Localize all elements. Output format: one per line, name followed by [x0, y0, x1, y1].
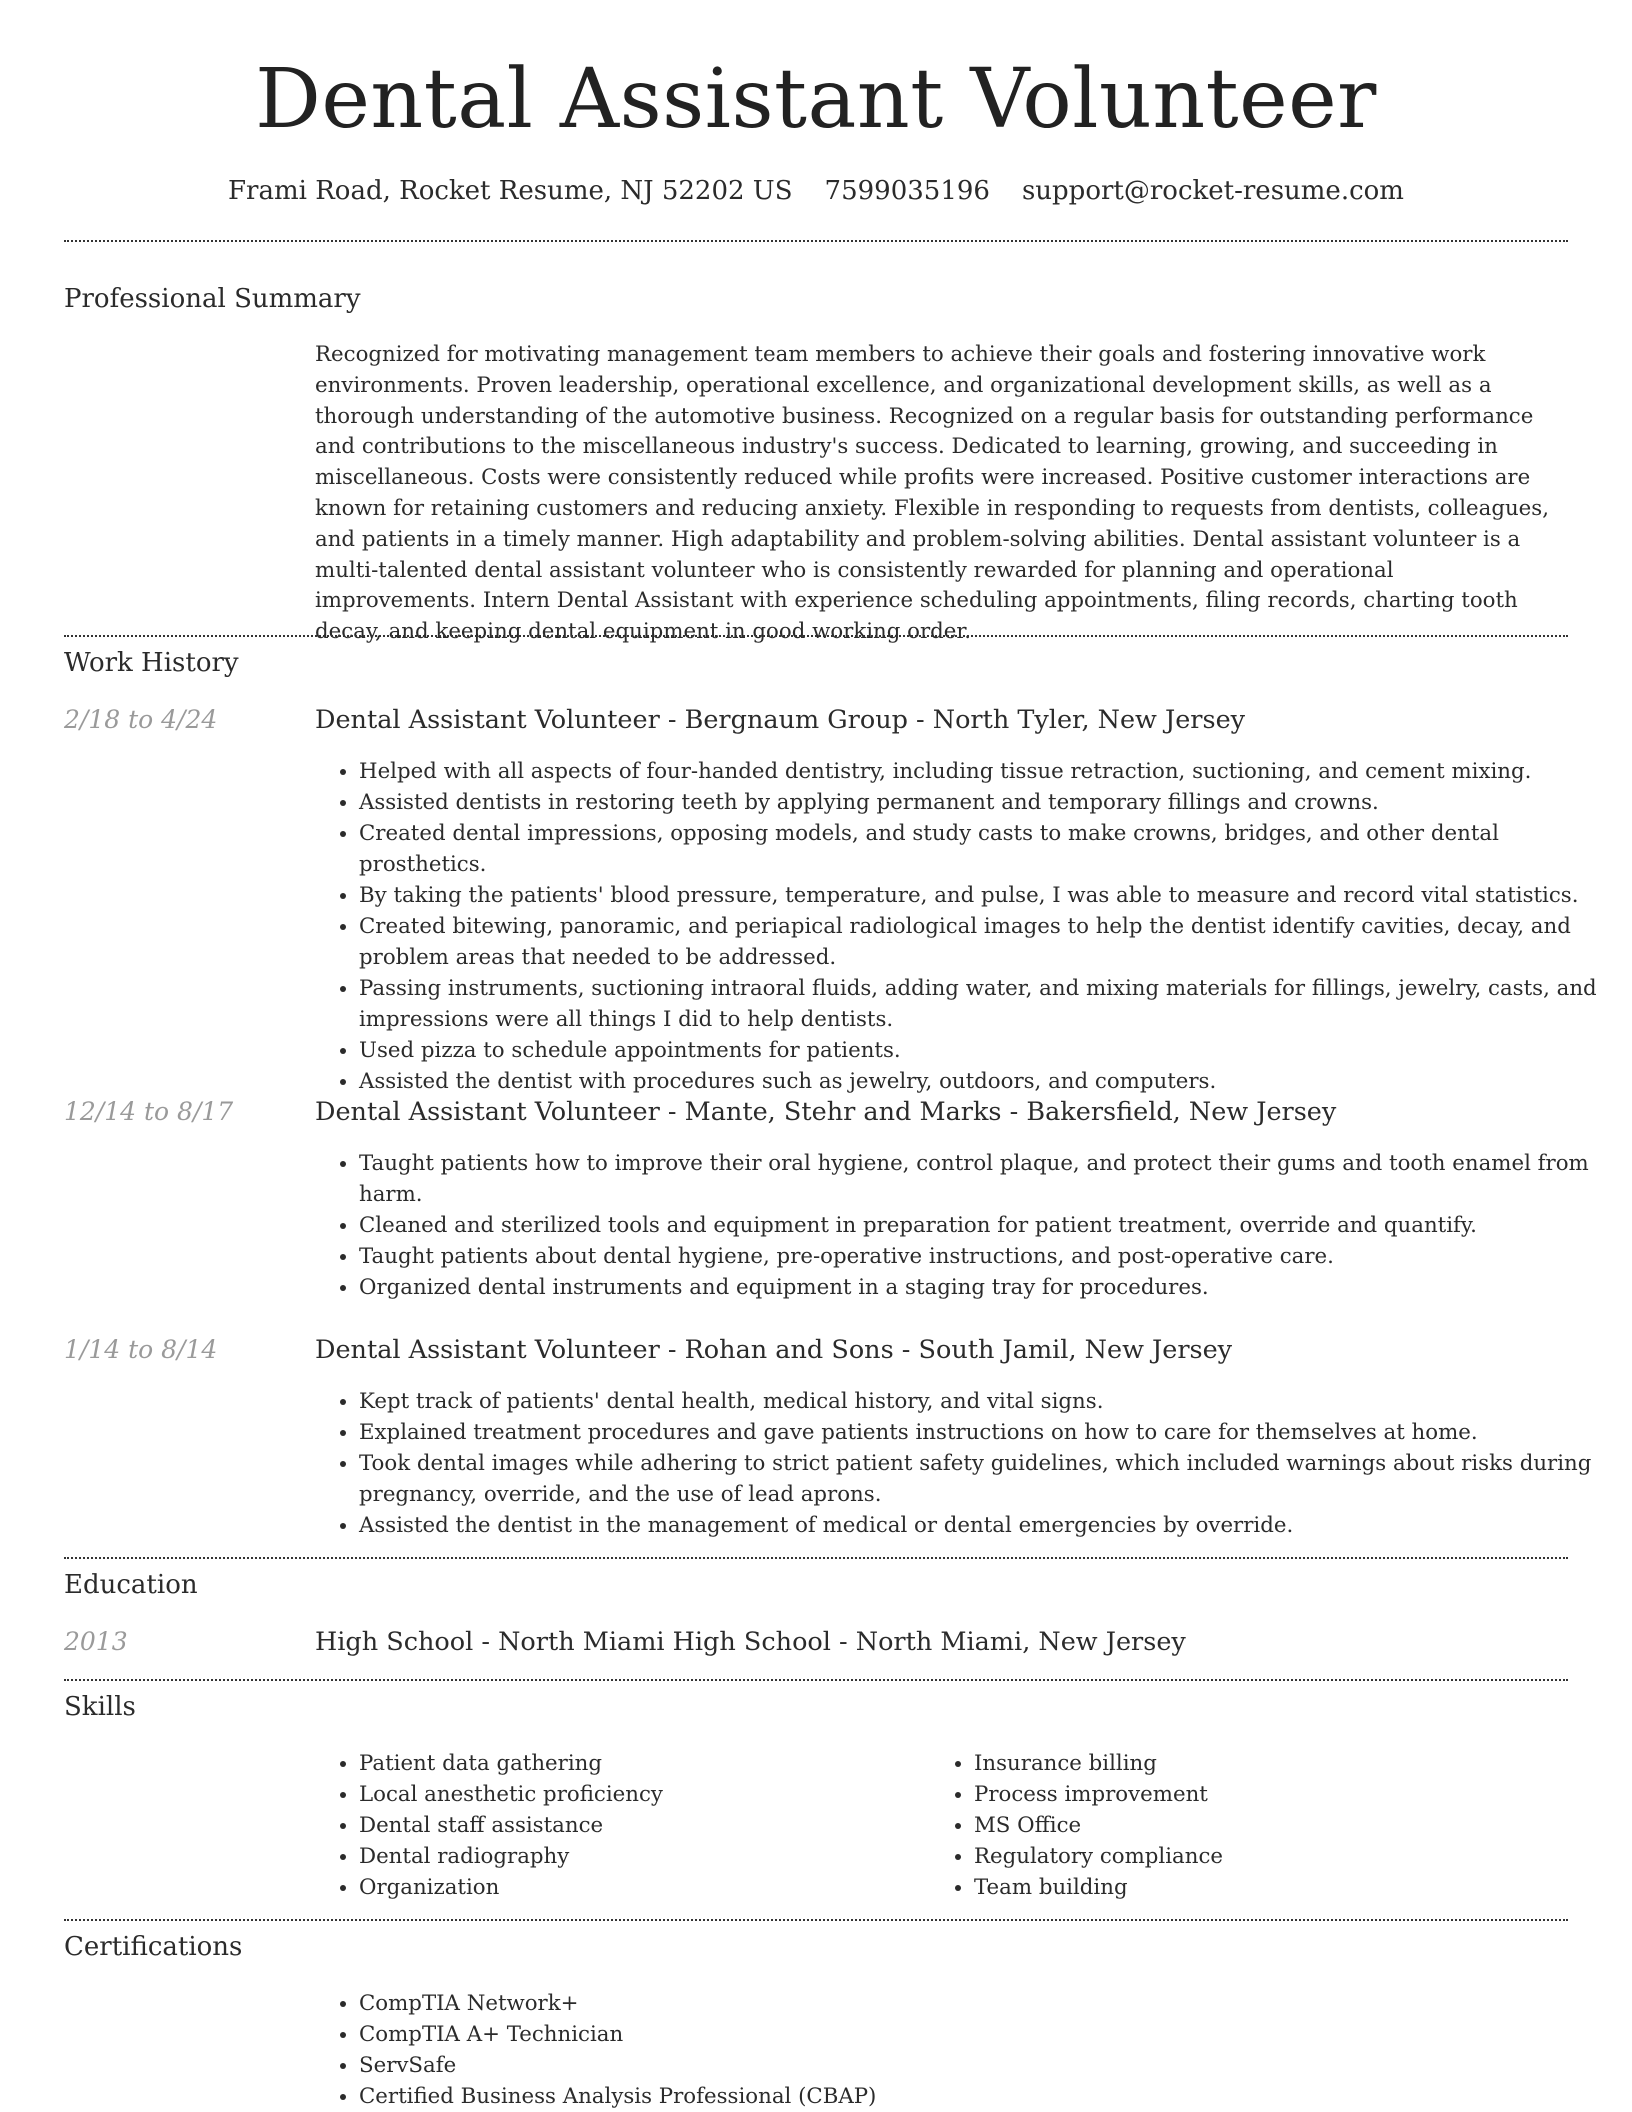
- work-entry-bullets: [315, 1148, 1609, 1303]
- bullet-item: • Assisted the dentist with procedures such as jewelry, outdoors, and computers.: [359, 1066, 1609, 1097]
- work-entry-date: 2/18 to 4/24: [64, 705, 218, 734]
- bullet-item: • Created dental impressions, opposing models, and study casts to make crowns, bridges, and other dental prosthetics.: [359, 818, 1609, 880]
- certification-item: • Certified Business Analysis Professional (CBAP): [359, 2081, 1359, 2112]
- skill-item: • Dental staff assistance: [359, 1810, 919, 1841]
- bullet-item: • Assisted the dentist in the management of medical or dental emergencies by override.: [359, 1510, 1609, 1541]
- resume-header: [0, 0, 1632, 206]
- contact-phone: 7599035196: [824, 176, 990, 206]
- contact-line: [0, 176, 1632, 206]
- section-title-work-history: Work History: [64, 648, 239, 678]
- work-entry-title: Dental Assistant Volunteer - Mante, Stehr and Marks - Bakersfield, New Jersey: [315, 1097, 1337, 1127]
- section-title-skills: Skills: [64, 1692, 136, 1722]
- bullet-item: • Assisted dentists in restoring teeth by applying permanent and temporary fillings and crowns.: [359, 787, 1609, 818]
- work-entry-title: Dental Assistant Volunteer - Bergnaum Group - North Tyler, New Jersey: [315, 705, 1246, 735]
- work-entry-bullets: [315, 756, 1609, 1097]
- skills-list-left: [315, 1748, 919, 1903]
- bullet-item: • Created bitewing, panoramic, and periapical radiological images to help the dentist identify cavities, decay, and problem areas that needed to be addressed.: [359, 911, 1609, 973]
- section-title-education: Education: [64, 1570, 198, 1600]
- contact-address: Frami Road, Rocket Resume, NJ 52202 US: [228, 176, 793, 206]
- certification-item: • CompTIA Network+: [359, 1988, 1359, 2019]
- education-date: 2013: [64, 1627, 128, 1656]
- section-divider: [64, 635, 1568, 637]
- skill-item: • MS Office: [974, 1810, 1534, 1841]
- bullet-item: • By taking the patients' blood pressure, temperature, and pulse, I was able to measure and record vital statistics.: [359, 880, 1609, 911]
- skills-list-right: [930, 1748, 1534, 1903]
- bullet-item: • Organized dental instruments and equipment in a staging tray for procedures.: [359, 1272, 1609, 1303]
- bullet-item: • Taught patients how to improve their oral hygiene, control plaque, and protect their gums and tooth enamel from harm.: [359, 1148, 1609, 1210]
- skill-item: • Regulatory compliance: [974, 1841, 1534, 1872]
- skill-item: • Process improvement: [974, 1779, 1534, 1810]
- contact-email: support@rocket-resume.com: [1021, 176, 1404, 206]
- section-title-summary: Professional Summary: [64, 284, 361, 314]
- work-entry-date: 12/14 to 8/17: [64, 1097, 234, 1126]
- education-title: High School - North Miami High School - North Miami, New Jersey: [315, 1627, 1186, 1657]
- skill-item: • Organization: [359, 1872, 919, 1903]
- candidate-name: Dental Assistant Volunteer: [255, 52, 1377, 147]
- work-entry-title: Dental Assistant Volunteer - Rohan and Sons - South Jamil, New Jersey: [315, 1335, 1233, 1365]
- skill-item: • Local anesthetic proficiency: [359, 1779, 919, 1810]
- skill-item: • Dental radiography: [359, 1841, 919, 1872]
- summary-text: Recognized for motivating management team members to achieve their goals and fostering innovative work environments. Proven leadership, operational excellence, and organizational development skills, as well as a thorough understanding of the automotive business. Recognized on a regular basis for outstanding performance and contributions to the miscellaneous industry's success. Dedicated to learning, growing, and succeeding in miscellaneous. Costs were consistently reduced while profits were increased. Positive customer interactions are known for retaining customers and reducing anxiety. Flexible in responding to requests from dentists, colleagues, and patients in a timely manner. High adaptability and problem-solving abilities. Dental assistant volunteer is a multi-talented dental assistant volunteer who is consistently rewarded for planning and operational improvements. Intern Dental Assistant with experience scheduling appointments, filing records, charting tooth decay, and keeping dental equipment in good working order.: [315, 342, 1549, 645]
- bullet-item: • Used pizza to schedule appointments for patients.: [359, 1035, 1609, 1066]
- bullet-item: • Explained treatment procedures and gave patients instructions on how to care for themselves at home.: [359, 1417, 1609, 1448]
- work-entry-date: 1/14 to 8/14: [64, 1335, 218, 1364]
- certification-item: • ServSafe: [359, 2050, 1359, 2081]
- bullet-item: • Taught patients about dental hygiene, pre-operative instructions, and post-operative care.: [359, 1241, 1609, 1272]
- bullet-item: • Kept track of patients' dental health, medical history, and vital signs.: [359, 1386, 1609, 1417]
- bullet-item: • Took dental images while adhering to strict patient safety guidelines, which included warnings about risks during pregnancy, override, and the use of lead aprons.: [359, 1448, 1609, 1510]
- section-divider: [64, 1679, 1568, 1681]
- bullet-item: • Passing instruments, suctioning intraoral fluids, adding water, and mixing materials for fillings, jewelry, casts, and impressions were all things I did to help dentists.: [359, 973, 1609, 1035]
- certifications-list: [315, 1988, 1359, 2112]
- section-divider: [64, 1557, 1568, 1559]
- work-entry-bullets: [315, 1386, 1609, 1541]
- section-title-certifications: Certifications: [64, 1932, 243, 1962]
- certification-item: • CompTIA A+ Technician: [359, 2019, 1359, 2050]
- skill-item: • Team building: [974, 1872, 1534, 1903]
- bullet-item: • Cleaned and sterilized tools and equipment in preparation for patient treatment, override and quantify.: [359, 1210, 1609, 1241]
- section-divider: [64, 240, 1568, 242]
- bullet-item: • Helped with all aspects of four-handed dentistry, including tissue retraction, suctioning, and cement mixing.: [359, 756, 1609, 787]
- skill-item: • Patient data gathering: [359, 1748, 919, 1779]
- section-divider: [64, 1919, 1568, 1921]
- skill-item: • Insurance billing: [974, 1748, 1534, 1779]
